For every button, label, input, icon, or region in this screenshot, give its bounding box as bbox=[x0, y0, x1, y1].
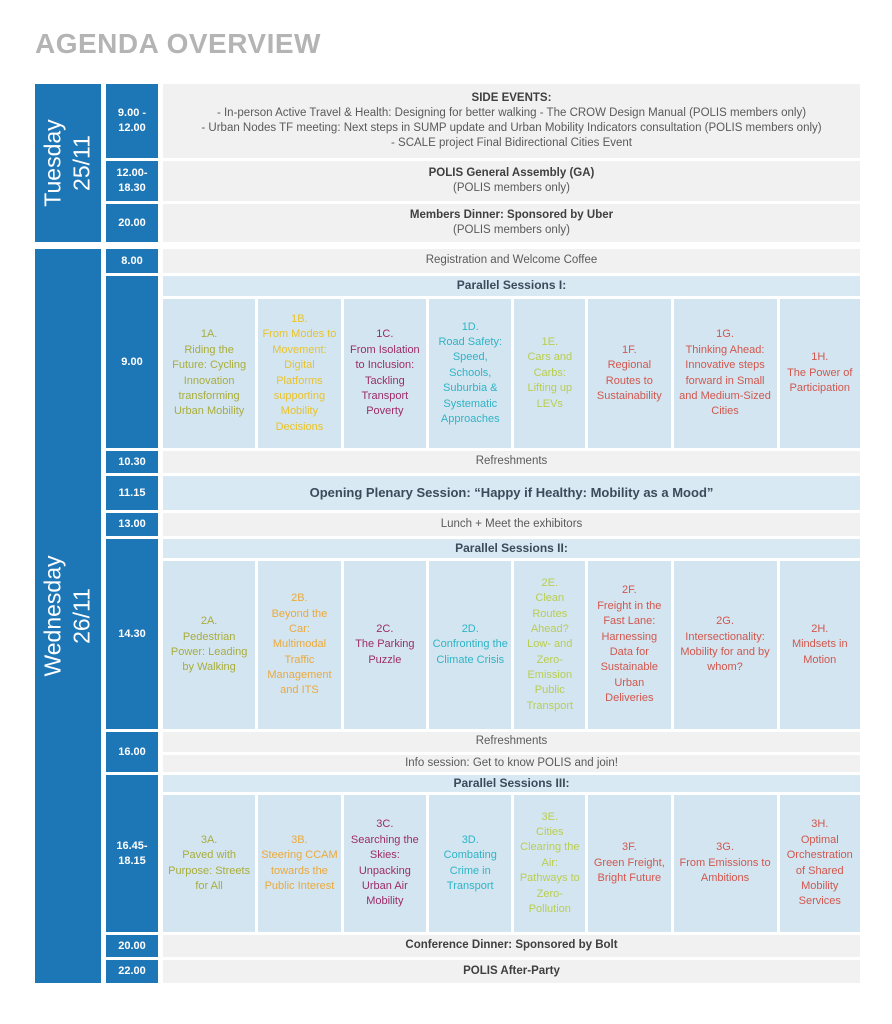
time-cell-general-assembly bbox=[106, 161, 158, 201]
session-card-3g bbox=[674, 795, 777, 932]
sessions1-grid bbox=[163, 299, 860, 448]
time-line1: 16.00 bbox=[118, 745, 146, 758]
session-title: Searching the Skies: Unpacking Urban Air Mobility bbox=[350, 833, 419, 908]
refreshments2-row: Refreshments bbox=[163, 732, 860, 752]
session-title: Cities Clearing the Air: Pathways to Zero-Pollution bbox=[519, 826, 580, 915]
session-card-2c bbox=[344, 561, 426, 729]
time-line1: 20.00 bbox=[118, 939, 146, 952]
session-code: 3G. bbox=[716, 841, 734, 854]
time-cell-sessions1 bbox=[106, 276, 158, 448]
time-cell-afterparty bbox=[106, 960, 158, 983]
session-code: 3D. bbox=[461, 833, 479, 846]
session-title: From Isolation to Inclusion: Tackling Transport Poverty bbox=[349, 343, 420, 418]
session-title: Steering CCAM towards the Public Interest bbox=[261, 849, 338, 892]
time-cell-sessions2 bbox=[106, 539, 158, 729]
session-code: 2C. bbox=[376, 622, 394, 635]
parallel-sessions2-header: Parallel Sessions II: bbox=[163, 539, 860, 558]
session-title: Road Safety: Speed, Schools, Suburbia & Systematic Approaches bbox=[438, 336, 503, 425]
time-line1: 22.00 bbox=[118, 965, 146, 978]
time-line1: 20.00 bbox=[118, 216, 146, 229]
session-code: 1E. bbox=[541, 336, 559, 349]
session-code: 1F. bbox=[621, 343, 637, 356]
session-code: 1B. bbox=[291, 312, 308, 325]
session-title: Optimal Orchestration of Shared Mobility Services bbox=[786, 833, 853, 908]
time-line1: 11.15 bbox=[118, 486, 146, 499]
session-card-2h bbox=[780, 561, 860, 729]
refreshments1-row: Refreshments bbox=[163, 451, 860, 473]
time-cell-dinner bbox=[106, 935, 158, 957]
session-code: 2A. bbox=[200, 615, 218, 628]
side-events-row bbox=[163, 84, 860, 158]
time-cell-sessions3 bbox=[106, 775, 158, 932]
session-title: The Power of Participation bbox=[787, 366, 853, 395]
session-card-3d bbox=[429, 795, 511, 932]
session-title: Thinking Ahead: Innovative steps forward in Small and Medium-Sized Cities bbox=[679, 343, 771, 418]
session-code: 2F. bbox=[621, 584, 637, 597]
page-title: AGENDA OVERVIEW bbox=[35, 28, 321, 59]
session-code: 3H. bbox=[811, 818, 829, 831]
general-assembly-subtext: (POLIS members only) bbox=[453, 182, 570, 194]
session-title: Paved with Purpose: Streets for All bbox=[168, 849, 251, 892]
plenary-row: Opening Plenary Session: “Happy if Healthy: Mobility as a Mood” bbox=[163, 476, 860, 510]
session-title: The Parking Puzzle bbox=[355, 638, 415, 666]
session-card-2b bbox=[258, 561, 340, 729]
session-title: Cars and Carbs: Lifting up LEVs bbox=[527, 351, 573, 410]
session-card-1h bbox=[780, 299, 860, 448]
session-code: 3F. bbox=[621, 841, 637, 854]
session-code: 1A. bbox=[200, 328, 218, 341]
lunch-row: Lunch + Meet the exhibitors bbox=[163, 513, 860, 536]
session-title: From Emissions to Ambitions bbox=[679, 856, 771, 885]
session-code: 3A. bbox=[200, 833, 218, 846]
time-cell-registration bbox=[106, 249, 158, 273]
session-card-1e bbox=[514, 299, 585, 448]
members-dinner-subtext: (POLIS members only) bbox=[453, 224, 570, 236]
session-title: From Modes to Movement: Digital Platforms supporting Mobility Decisions bbox=[262, 328, 337, 433]
day-label-wrap bbox=[35, 84, 101, 242]
session-card-2g bbox=[674, 561, 777, 729]
session-card-2f bbox=[588, 561, 670, 729]
session-title: Mindsets in Motion bbox=[791, 638, 848, 666]
time-line2: 18.15 bbox=[118, 854, 146, 867]
day-date: 26/11 bbox=[69, 588, 96, 644]
session-card-3e bbox=[514, 795, 585, 932]
session-card-1a bbox=[163, 299, 255, 448]
time-line2: 18.30 bbox=[118, 182, 146, 194]
time-cell-members-dinner bbox=[106, 204, 158, 242]
time-line1: 9.00 bbox=[121, 355, 143, 368]
day-cell-tuesday bbox=[35, 84, 101, 242]
session-card-1f bbox=[588, 299, 670, 448]
session-code: 2G. bbox=[716, 615, 734, 628]
session-title: Beyond the Car: Multimodal Traffic Management and ITS bbox=[267, 607, 332, 697]
session-title: Clean Routes Ahead? Low- and Zero-Emission Public Transport bbox=[526, 592, 574, 712]
session-code: 1G. bbox=[716, 328, 734, 341]
time-line1: 8.00 bbox=[121, 254, 143, 267]
sessions3-grid bbox=[163, 795, 860, 932]
parallel-sessions1-header: Parallel Sessions I: bbox=[163, 276, 860, 296]
session-title: Riding the Future: Cycling Innovation transforming Urban Mobility bbox=[172, 343, 247, 418]
time-cell-plenary bbox=[106, 476, 158, 510]
time-cell-side-events bbox=[106, 84, 158, 158]
day-label-wrap bbox=[35, 249, 101, 983]
session-card-3h bbox=[780, 795, 860, 932]
session-title: Pedestrian Power: Leading by Walking bbox=[170, 630, 248, 674]
session-title: Regional Routes to Sustainability bbox=[596, 359, 662, 402]
session-code: 2E. bbox=[541, 576, 559, 589]
session-code: 2H. bbox=[811, 622, 829, 635]
conference-dinner-row: Conference Dinner: Sponsored by Bolt bbox=[163, 935, 860, 957]
session-code: 1C. bbox=[376, 328, 394, 341]
afterparty-row: POLIS After-Party bbox=[163, 960, 860, 983]
time-line1: 13.00 bbox=[118, 518, 146, 531]
session-card-1g bbox=[674, 299, 777, 448]
sessions2-grid bbox=[163, 561, 860, 729]
time-cell-refreshments2 bbox=[106, 732, 158, 772]
general-assembly-row bbox=[163, 161, 860, 201]
time-line1: 12.00- bbox=[116, 167, 148, 180]
time-line1: 16.45- bbox=[116, 839, 148, 852]
session-code: 1D. bbox=[461, 320, 479, 333]
time-cell-lunch bbox=[106, 513, 158, 536]
session-title: Freight in the Fast Lane: Harnessing Data for Sustainable Urban Deliveries bbox=[597, 599, 662, 705]
session-title: Green Freight, Bright Future bbox=[593, 856, 665, 885]
session-card-1c bbox=[344, 299, 426, 448]
time-line1: 10.30 bbox=[118, 455, 146, 468]
registration-row: Registration and Welcome Coffee bbox=[163, 249, 860, 273]
general-assembly-heading: POLIS General Assembly (GA) bbox=[428, 166, 595, 179]
time-line1: 9.00 - bbox=[117, 107, 147, 120]
session-code: 2B. bbox=[291, 592, 308, 605]
day-label-tuesday bbox=[39, 119, 97, 206]
day-date: 25/11 bbox=[69, 135, 95, 191]
session-title: Confronting the Climate Crisis bbox=[432, 638, 508, 666]
time-line1: 14.30 bbox=[118, 627, 146, 640]
session-code: 3E. bbox=[541, 810, 559, 823]
day-name: Tuesday bbox=[40, 119, 66, 207]
tuesday-section bbox=[35, 84, 860, 242]
session-code: 1H. bbox=[811, 351, 829, 364]
info-session-row: Info session: Get to know POLIS and join! bbox=[163, 755, 860, 772]
day-label-wednesday bbox=[39, 555, 97, 676]
session-card-2a bbox=[163, 561, 255, 729]
session-card-3b bbox=[258, 795, 340, 932]
side-event-line: - SCALE project Final Bidirectional Cities Event bbox=[391, 137, 632, 150]
session-title: Intersectionality: Mobility for and by whom? bbox=[680, 630, 770, 674]
session-card-1d bbox=[429, 299, 511, 448]
wednesday-section bbox=[35, 249, 860, 983]
members-dinner-row bbox=[163, 204, 860, 242]
side-events-heading: SIDE EVENTS: bbox=[471, 91, 552, 104]
session-code: 3B. bbox=[291, 833, 308, 846]
session-title: Combating Crime in Transport bbox=[443, 849, 497, 892]
session-card-3c bbox=[344, 795, 426, 932]
side-event-line: - Urban Nodes TF meeting: Next steps in SUMP update and Urban Mobility Indicators consultation (POLIS members only) bbox=[201, 122, 822, 134]
session-card-1b bbox=[258, 299, 340, 448]
session-card-2d bbox=[429, 561, 511, 729]
parallel-sessions3-header: Parallel Sessions III: bbox=[163, 775, 860, 792]
day-name: Wednesday bbox=[40, 555, 67, 677]
session-code: 3C. bbox=[376, 818, 394, 831]
day-cell-wednesday bbox=[35, 249, 101, 983]
session-card-3f bbox=[588, 795, 670, 932]
session-card-2e bbox=[514, 561, 585, 729]
members-dinner-heading: Members Dinner: Sponsored by Uber bbox=[409, 208, 614, 221]
session-code: 2D. bbox=[461, 622, 479, 635]
time-cell-refreshments1 bbox=[106, 451, 158, 473]
side-event-line: - In-person Active Travel & Health: Designing for better walking - The CROW Design Manual (POLIS members only) bbox=[216, 106, 807, 119]
session-card-3a bbox=[163, 795, 255, 932]
time-line2: 12.00 bbox=[118, 122, 146, 134]
